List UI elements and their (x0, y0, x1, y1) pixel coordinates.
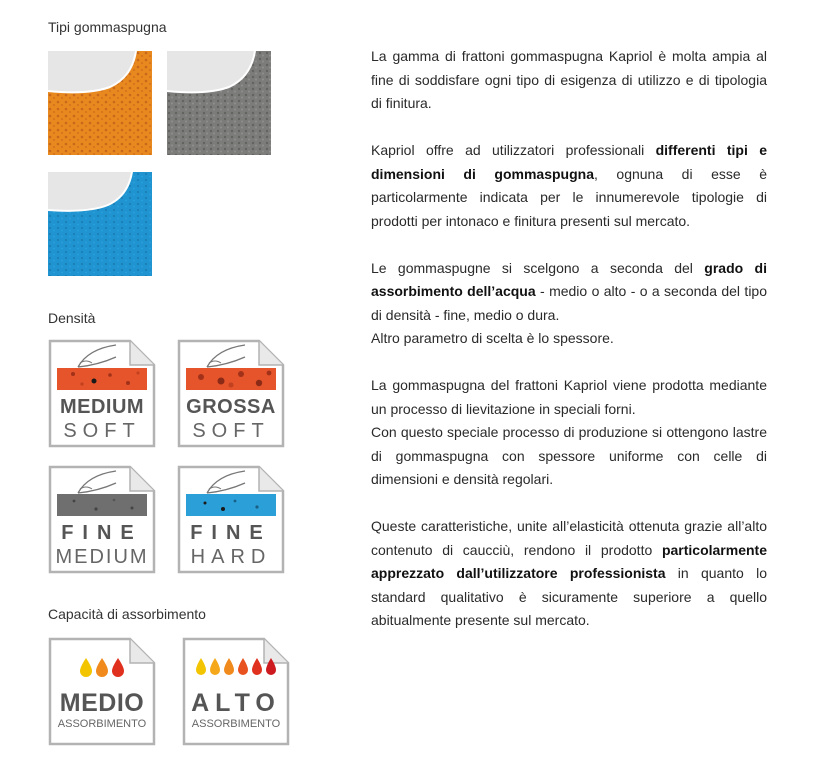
paragraph-1: La gamma di frattoni gommaspugna Kapriol è molta ampia al fine di soddisfare ogni tipo di esigenza di utilizzo e di tipologia di finitura. (371, 48, 767, 111)
density-badge-line2: MEDIUM (55, 546, 149, 568)
density-badge-line1: FINE (190, 522, 272, 544)
density-badge-medium-soft (48, 339, 156, 448)
density-badge-fine-hard (177, 465, 285, 574)
paragraph-4: La gommaspugna del frattoni Kapriol viene prodotta mediante un processo di lievitazione in speciali forni. Con questo speciale processo di produzione si ottengono lastre di gommaspugna con spessore uniforme con celle di dimensioni e densità regolari. (371, 377, 767, 487)
absorb-badge-alto (182, 637, 290, 746)
blue-sponge-swatch (48, 172, 152, 276)
density-title: Densità (48, 310, 96, 326)
density-badge-line1: FINE (61, 522, 143, 544)
description-text (371, 45, 767, 656)
absorb-badge-line1: ALTO (191, 689, 281, 717)
drops-icon (80, 658, 124, 677)
absorb-title: Capacità di assorbimento (48, 606, 206, 622)
paragraph-5: Queste caratteristiche, unite all’elasticità ottenuta grazie all’alto contenuto di caucciù, rendono il prodotto particolarmente apprezzato dall’utilizzatore professionista in quanto lo standard qualitativo è sicuramente superiore a quello abitualmente presente sul mercato. (371, 518, 767, 628)
absorb-badge-line1: MEDIO (59, 689, 145, 717)
density-badge-line2: HARD (190, 546, 272, 568)
orange-sponge-swatch (48, 51, 152, 155)
density-badge-line1: GROSSA (186, 396, 276, 418)
density-badge-grossa-soft (177, 339, 285, 448)
absorb-badge-line2: ASSORBIMENTO (191, 718, 281, 730)
density-badge-line2: SOFT (63, 420, 141, 442)
absorb-badge-line2: ASSORBIMENTO (57, 718, 147, 730)
types-title: Tipi gommaspugna (48, 19, 167, 35)
paragraph-3: Le gommaspugne si scelgono a seconda del grado di assorbimento dell’acqua - medio o alto - o a seconda del tipo di densità - fine, medio o dura. Altro parametro di scelta è lo spessore. (371, 259, 767, 346)
grey-sponge-swatch (167, 51, 271, 155)
density-badge-line1: MEDIUM (59, 396, 145, 418)
paragraph-2: Kapriol offre ad utilizzatori professionali differenti tipi e dimensioni di gommaspugna, ognuna di esse è particolarmente indicata per le innumerevole tipologie di prodotti per intonaco e finitura presenti sul mercato. (371, 142, 767, 229)
density-badge-line2: SOFT (192, 420, 270, 442)
absorb-badge-medio (48, 637, 156, 746)
density-badge-fine-medium (48, 465, 156, 574)
